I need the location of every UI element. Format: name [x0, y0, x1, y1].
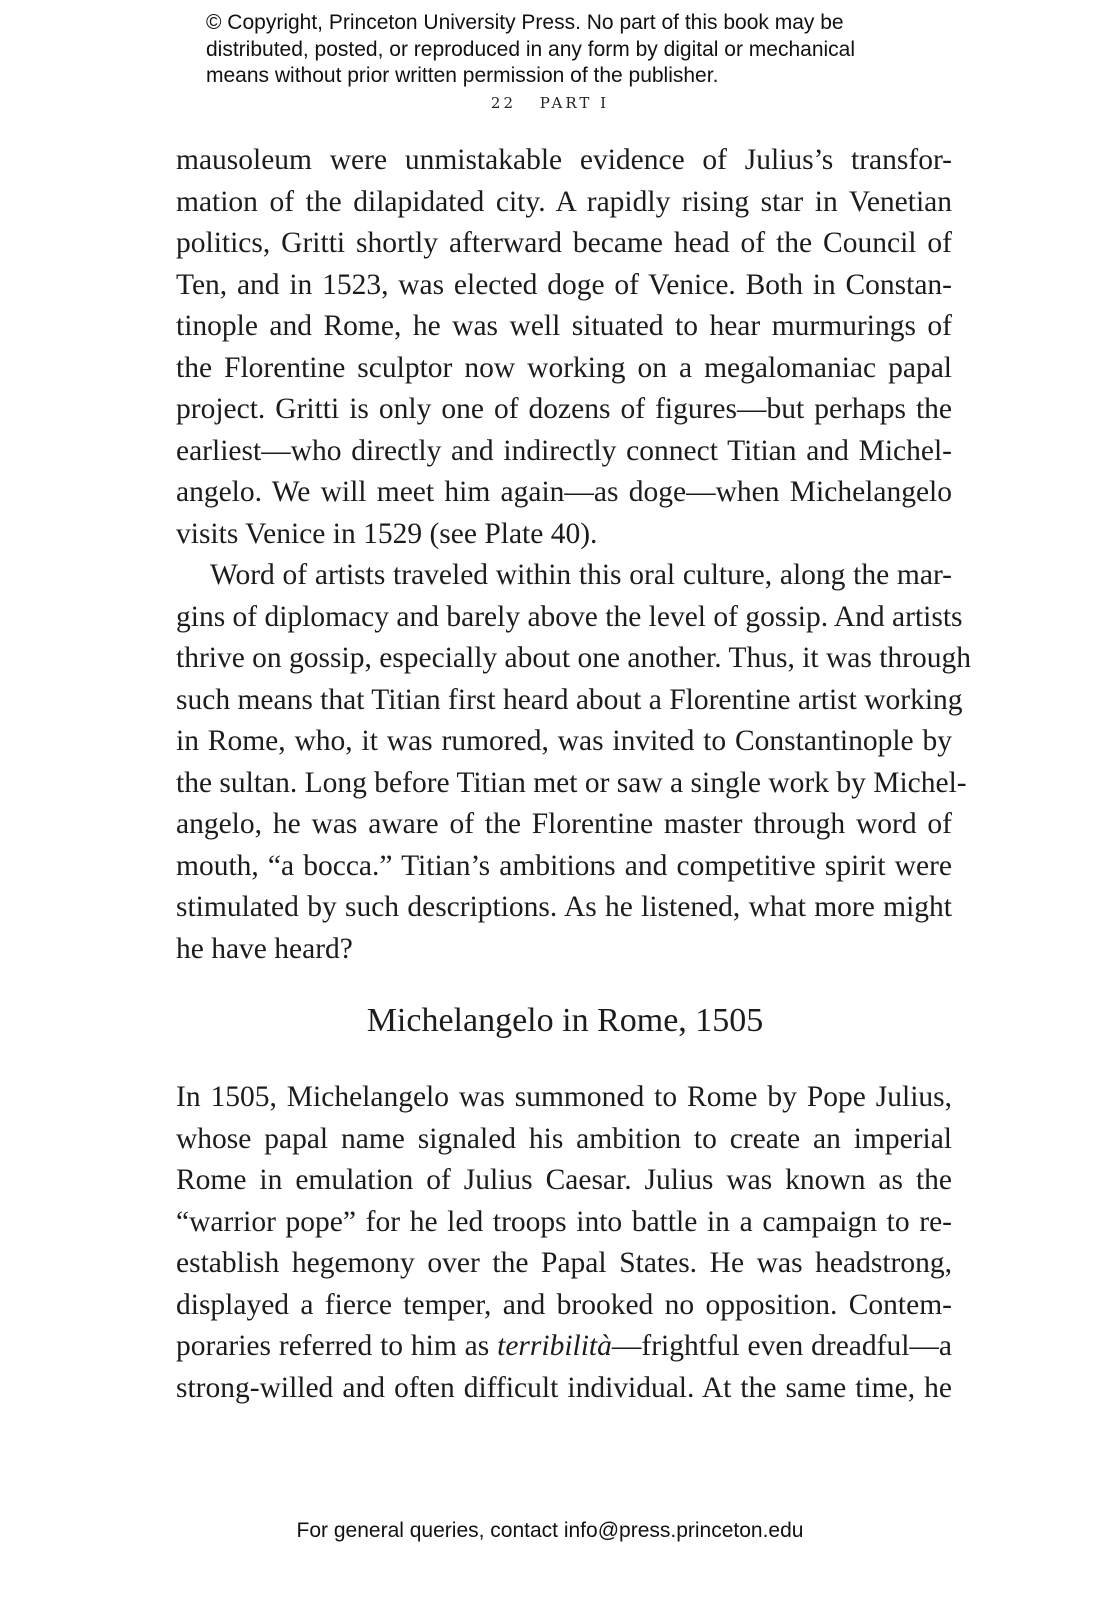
text-line: in Rome, who, it was rumored, was invited to Constantinople by	[176, 725, 952, 757]
text-line: establish hegemony over the Papal States. He was headstrong,	[176, 1247, 952, 1279]
copyright-line: means without prior written permission of the publisher.	[206, 64, 719, 87]
running-head	[0, 94, 1100, 112]
text-line: angelo. We will meet him again—as doge—when Michelangelo	[176, 476, 952, 508]
paragraph	[176, 1077, 952, 1409]
part-label: PART I	[539, 94, 610, 112]
text-line: In 1505, Michelangelo was summoned to Rome by Pope Julius,	[176, 1081, 952, 1113]
text-segment: poraries referred to him as	[176, 1330, 498, 1362]
section-heading: Michelangelo in Rome, 1505	[366, 1002, 764, 1039]
text-line: politics, Gritti shortly afterward became head of the Council of	[176, 227, 952, 259]
text-line: gins of diplomacy and barely above the level of gossip. And artists	[176, 600, 963, 633]
copyright-line: distributed, posted, or reproduced in any form by digital or mechanical	[206, 37, 856, 61]
paragraph	[176, 555, 972, 970]
text-line: such means that Titian first heard about a Florentine artist working	[176, 683, 963, 716]
section-body	[176, 1077, 952, 1409]
text-line: he have heard?	[176, 932, 353, 965]
body-text	[176, 140, 972, 970]
text-line: mouth, “a bocca.” Titian’s ambitions and competitive spirit were	[176, 849, 952, 882]
text-line: earliest—who directly and indirectly connect Titian and Michel-	[176, 434, 952, 467]
paragraph	[176, 140, 952, 555]
footer-contact: For general queries, contact info@press.princeton.edu	[296, 1519, 804, 1542]
text-line: Rome in emulation of Julius Caesar. Julius was known as the	[176, 1164, 952, 1196]
text-line: whose papal name signaled his ambition to create an imperial	[176, 1122, 952, 1155]
text-line: project. Gritti is only one of dozens of figures—but perhaps the	[176, 393, 952, 425]
text-line: thrive on gossip, especially about one another. Thus, it was through	[176, 642, 972, 674]
text-line: mation of the dilapidated city. A rapidly rising star in Venetian	[176, 185, 952, 218]
text-line	[176, 1326, 952, 1368]
italic-term: terribilità	[497, 1330, 612, 1362]
text-line: visits Venice in 1529 (see Plate 40).	[176, 517, 598, 550]
text-line: Ten, and in 1523, was elected doge of Venice. Both in Constan-	[176, 268, 952, 301]
text-line: mausoleum were unmistakable evidence of Julius’s transfor-	[176, 144, 952, 176]
text-line: stimulated by such descriptions. As he listened, what more might	[176, 891, 952, 923]
text-line: the Florentine sculptor now working on a megalomaniac papal	[176, 351, 952, 384]
text-line: displayed a fierce temper, and brooked no opposition. Contem-	[176, 1288, 952, 1321]
text-line: strong-willed and often difficult individual. At the same time, he	[176, 1371, 952, 1404]
text-line: Word of artists traveled within this oral culture, along the mar-	[210, 559, 952, 591]
page-number: 22	[490, 94, 517, 112]
text-line: angelo, he was aware of the Florentine master through word of	[176, 808, 952, 840]
text-segment: —frightful even dreadful—a	[611, 1330, 952, 1362]
text-line: tinople and Rome, he was well situated to hear murmurings of	[176, 310, 952, 342]
copyright-line: © Copyright, Princeton University Press. No part of this book may be	[206, 11, 844, 34]
copyright-notice	[206, 10, 926, 90]
text-line: “warrior pope” for he led troops into battle in a campaign to re-	[176, 1205, 952, 1238]
text-line: the sultan. Long before Titian met or saw a single work by Michel-	[176, 766, 967, 799]
